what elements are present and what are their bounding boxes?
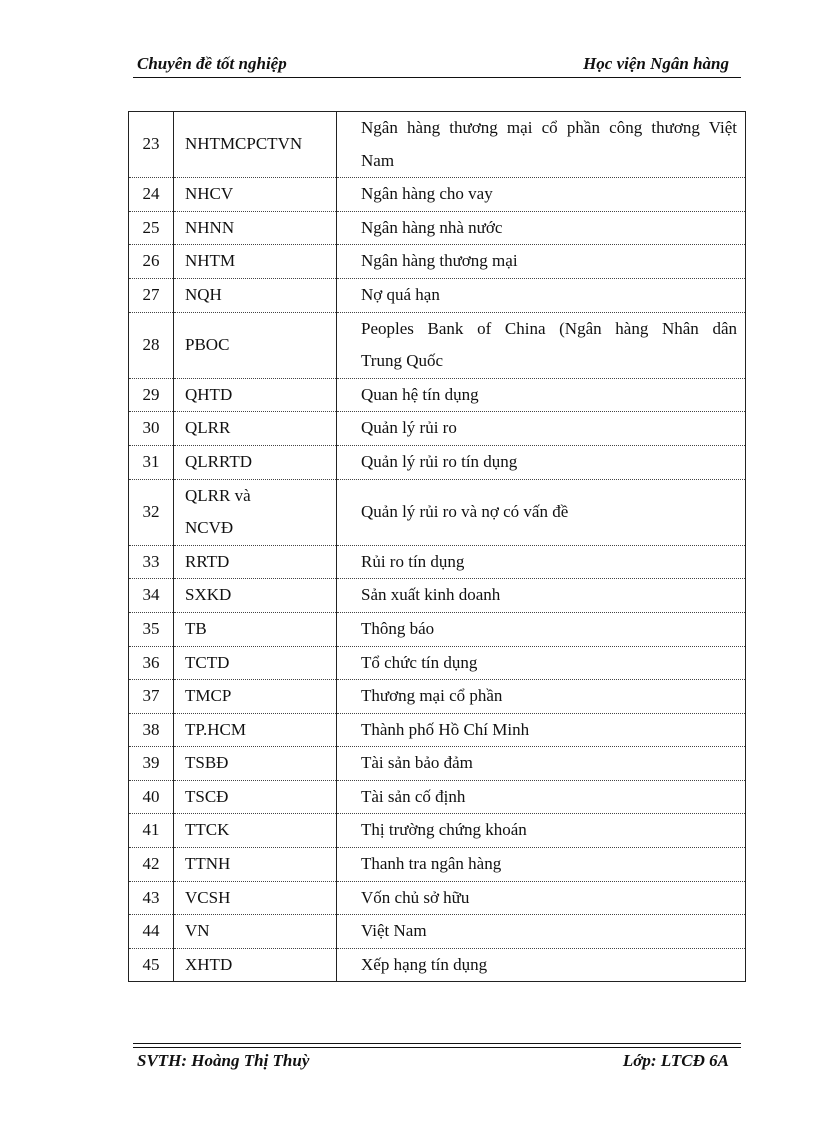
row-number: 33: [129, 545, 174, 579]
meaning-line: Nợ quá hạn: [361, 284, 440, 304]
meaning-line: Tổ chức tín dụng: [361, 652, 478, 672]
table-row: [129, 178, 746, 212]
table-row: [129, 680, 746, 714]
abbreviation-line: XHTD: [185, 954, 233, 974]
meaning-cell: [337, 245, 746, 279]
row-number: 35: [129, 612, 174, 646]
meaning-line: Peoples Bank of China (Ngân hàng Nhân dân: [361, 318, 737, 338]
table-row: [129, 479, 746, 545]
abbreviation-line: NQH: [185, 284, 222, 304]
abbreviation-cell: [174, 112, 337, 178]
table-row: [129, 545, 746, 579]
meaning-cell: [337, 848, 746, 882]
abbreviation-cell: [174, 915, 337, 949]
abbreviation-table: [128, 111, 746, 982]
abbreviation-line: TP.HCM: [185, 719, 246, 739]
abbreviation-cell: [174, 680, 337, 714]
table-row: [129, 278, 746, 312]
row-number: 27: [129, 278, 174, 312]
page-footer: [133, 1043, 741, 1075]
table-row: [129, 612, 746, 646]
abbreviation-cell: [174, 814, 337, 848]
abbreviation-line: TB: [185, 618, 207, 638]
row-number: 30: [129, 412, 174, 446]
meaning-line: Ngân hàng thương mại cổ phần công thương Việt: [361, 118, 737, 137]
row-number: 23: [129, 112, 174, 178]
meaning-line: Nam: [361, 150, 395, 170]
abbreviation-cell: [174, 948, 337, 982]
abbreviation-cell: [174, 612, 337, 646]
abbreviation-cell: [174, 881, 337, 915]
meaning-cell: [337, 713, 746, 747]
meaning-line: Vốn chủ sở hữu: [361, 887, 470, 907]
abbreviation-cell: [174, 545, 337, 579]
meaning-line: Thanh tra ngân hàng: [361, 854, 502, 874]
page-header: [133, 52, 741, 78]
meaning-cell: [337, 881, 746, 915]
header-document-type: Chuyên đề tốt nghiệp: [137, 54, 287, 73]
abbreviation-line: VN: [185, 921, 210, 941]
footer-student: SVTH: Hoàng Thị Thuỳ: [137, 1051, 310, 1070]
abbreviation-line: NHCV: [185, 184, 234, 204]
meaning-line: Quản lý rủi ro và nợ có vấn đề: [361, 501, 569, 521]
table-row: [129, 579, 746, 613]
meaning-line: Thương mại cổ phần: [361, 686, 503, 706]
abbreviation-cell: [174, 479, 337, 545]
meaning-cell: [337, 278, 746, 312]
abbreviation-line: NHTM: [185, 251, 236, 271]
meaning-cell: [337, 479, 746, 545]
meaning-cell: [337, 814, 746, 848]
abbreviation-cell: [174, 278, 337, 312]
meaning-cell: [337, 747, 746, 781]
abbreviation-table-body: [129, 112, 746, 982]
abbreviation-cell: [174, 646, 337, 680]
table-row: [129, 112, 746, 178]
abbreviation-cell: [174, 579, 337, 613]
row-number: 24: [129, 178, 174, 212]
row-number: 32: [129, 479, 174, 545]
row-number: 29: [129, 378, 174, 412]
meaning-line: Thị trường chứng khoán: [361, 820, 527, 840]
header-rule: [133, 77, 741, 78]
abbreviation-cell: [174, 378, 337, 412]
abbreviation-cell: [174, 848, 337, 882]
abbreviation-line: NHTMCPCTVN: [185, 134, 303, 154]
meaning-cell: [337, 780, 746, 814]
abbreviation-line: TMCP: [185, 686, 232, 706]
abbreviation-cell: [174, 245, 337, 279]
table-row: [129, 312, 746, 378]
row-number: 37: [129, 680, 174, 714]
abbreviation-cell: [174, 412, 337, 446]
abbreviation-line: TSBĐ: [185, 753, 229, 773]
abbreviation-line: QLRR: [185, 418, 231, 438]
row-number: 26: [129, 245, 174, 279]
meaning-line: Rủi ro tín dụng: [361, 551, 465, 571]
footer-class: Lớp: LTCĐ 6A: [622, 1051, 729, 1070]
table-row: [129, 211, 746, 245]
abbreviation-cell: [174, 211, 337, 245]
meaning-cell: [337, 646, 746, 680]
abbreviation-line: NHNN: [185, 217, 235, 237]
row-number: 38: [129, 713, 174, 747]
row-number: 34: [129, 579, 174, 613]
meaning-cell: [337, 412, 746, 446]
meaning-line: Ngân hàng nhà nước: [361, 217, 503, 237]
footer-rule-top: [133, 1043, 741, 1044]
meaning-cell: [337, 211, 746, 245]
row-number: 42: [129, 848, 174, 882]
meaning-line: Quản lý rủi ro tín dụng: [361, 451, 518, 471]
row-number: 28: [129, 312, 174, 378]
abbreviation-line: PBOC: [185, 334, 230, 354]
abbreviation-line: TTCK: [185, 820, 230, 840]
abbreviation-cell: [174, 312, 337, 378]
meaning-cell: [337, 948, 746, 982]
meaning-cell: [337, 445, 746, 479]
table-row: [129, 245, 746, 279]
header-institution: Học viện Ngân hàng: [583, 54, 729, 73]
meaning-cell: [337, 312, 746, 378]
row-number: 40: [129, 780, 174, 814]
row-number: 41: [129, 814, 174, 848]
table-row: [129, 780, 746, 814]
meaning-line: Ngân hàng thương mại: [361, 251, 518, 271]
table-row: [129, 412, 746, 446]
table-row: [129, 445, 746, 479]
abbreviation-line: QHTD: [185, 384, 233, 404]
abbreviation-line: TCTD: [185, 652, 230, 672]
abbreviation-line: NCVĐ: [185, 518, 234, 538]
abbreviation-line: QLRRTD: [185, 451, 252, 471]
meaning-cell: [337, 545, 746, 579]
meaning-line: Xếp hạng tín dụng: [361, 954, 488, 974]
abbreviation-line: QLRR và: [185, 485, 251, 505]
row-number: 44: [129, 915, 174, 949]
abbreviation-line: SXKD: [185, 585, 232, 605]
meaning-line: Tài sản bảo đảm: [361, 753, 473, 773]
meaning-cell: [337, 915, 746, 949]
table-row: [129, 713, 746, 747]
abbreviation-line: TSCĐ: [185, 786, 229, 806]
abbreviation-line: TTNH: [185, 854, 231, 874]
abbreviation-line: RRTD: [185, 551, 230, 571]
meaning-line: Tài sản cố định: [361, 786, 466, 806]
abbreviation-cell: [174, 780, 337, 814]
row-number: 45: [129, 948, 174, 982]
row-number: 36: [129, 646, 174, 680]
table-row: [129, 378, 746, 412]
table-row: [129, 881, 746, 915]
meaning-cell: [337, 680, 746, 714]
table-row: [129, 848, 746, 882]
row-number: 25: [129, 211, 174, 245]
abbreviation-line: VCSH: [185, 887, 231, 907]
row-number: 43: [129, 881, 174, 915]
table-row: [129, 646, 746, 680]
table-row: [129, 747, 746, 781]
abbreviation-cell: [174, 445, 337, 479]
meaning-line: Sản xuất kinh doanh: [361, 585, 501, 605]
footer-rule-bottom: [133, 1047, 741, 1048]
abbreviation-cell: [174, 747, 337, 781]
meaning-cell: [337, 612, 746, 646]
meaning-line: Thông báo: [361, 618, 435, 638]
meaning-line: Việt Nam: [361, 921, 427, 941]
table-row: [129, 948, 746, 982]
meaning-cell: [337, 579, 746, 613]
meaning-cell: [337, 112, 746, 178]
row-number: 31: [129, 445, 174, 479]
meaning-line: Quản lý rủi ro: [361, 418, 457, 438]
abbreviation-cell: [174, 713, 337, 747]
meaning-line: Trung Quốc: [361, 351, 444, 371]
meaning-line: Thành phố Hồ Chí Minh: [361, 719, 530, 739]
meaning-line: Quan hệ tín dụng: [361, 384, 479, 404]
meaning-cell: [337, 378, 746, 412]
abbreviation-cell: [174, 178, 337, 212]
meaning-cell: [337, 178, 746, 212]
table-row: [129, 814, 746, 848]
row-number: 39: [129, 747, 174, 781]
meaning-line: Ngân hàng cho vay: [361, 184, 493, 204]
table-row: [129, 915, 746, 949]
